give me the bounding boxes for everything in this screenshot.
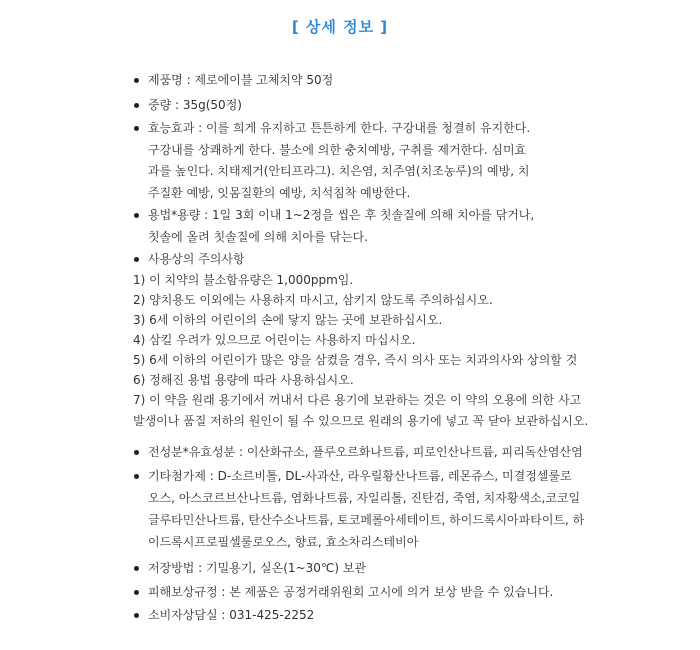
- detail-line: 소비자상담실 : 031-425-2252: [148, 608, 315, 622]
- detail-line: 과를 높인다. 치태제거(안티프라그). 치은염, 치주염(치조농루)의 예방, 치: [148, 164, 530, 178]
- detail-line: 용법*용량 : 1일 3회 이내 1~2정을 씹은 후 칫솔질에 의해 치아를 닦거나,: [148, 208, 535, 222]
- precaution-line: 6) 정해진 용법 용량에 따라 사용하십시오.: [133, 373, 354, 387]
- detail-line: 피해보상규정 : 본 제품은 공정거래위원회 고시에 의거 보상 받을 수 있습니다.: [148, 585, 554, 599]
- precaution-line: 1) 이 치약의 불소함유량은 1,000ppm임.: [133, 273, 354, 287]
- bullet-icon: [134, 103, 139, 108]
- precaution-line: 발생이나 품질 저하의 원인이 될 수 있으므로 원래의 용기에 넣고 꼭 닫아 보관하십시오.: [133, 414, 589, 428]
- detail-line: 중량 : 35g(50정): [148, 98, 242, 112]
- bullet-icon: [134, 474, 139, 479]
- detail-line: 저장방법 : 기밀용기, 실온(1~30℃) 보관: [148, 561, 367, 575]
- bullet-icon: [134, 613, 139, 618]
- bullet-icon: [134, 590, 139, 595]
- precaution-line: 4) 삼킬 우려가 있으므로 어린이는 사용하지 마십시오.: [133, 333, 416, 347]
- precaution-line: 5) 6세 이하의 어린이가 많은 양을 삼켰을 경우, 즉시 의사 또는 치과의사와 상의할 것: [133, 353, 578, 367]
- precaution-line: 2) 양치용도 이외에는 사용하지 마시고, 삼키지 않도록 주의하십시오.: [133, 293, 493, 307]
- detail-line: 칫솔에 올려 칫솔질에 의해 치아를 닦는다.: [148, 230, 368, 244]
- bullet-icon: [134, 450, 139, 455]
- detail-line: 이드록시프로필셀룰로오스, 향료, 효소차리스테비아: [148, 535, 419, 549]
- bullet-icon: [134, 213, 139, 218]
- detail-line: 효능효과 : 이를 희게 유지하고 튼튼하게 한다. 구강내를 청결히 유지한다.: [148, 121, 531, 135]
- detail-line: 제품명 : 제로에이블 고체치약 50정: [148, 73, 334, 87]
- bullet-icon: [134, 126, 139, 131]
- detail-line: 기타첨가제 : D-소르비톨, DL-사과산, 라우릴황산나트륨, 레몬쥬스, 미결정셀룰로: [148, 469, 572, 483]
- precaution-line: 3) 6세 이하의 어린이의 손에 닿지 않는 곳에 보관하십시오.: [133, 313, 443, 327]
- bullet-icon: [134, 257, 139, 262]
- detail-line: 주질환 예방, 잇몸질환의 예방, 치석침착 예방한다.: [148, 186, 411, 200]
- bullet-icon: [134, 566, 139, 571]
- detail-line: 구강내를 상쾌하게 한다. 불소에 의한 충치예방, 구취를 제거한다. 심미효: [148, 143, 527, 157]
- bullet-icon: [134, 78, 139, 83]
- detail-line: 글루타민산나트륨, 탄산수소나트륨, 토코페롤아세테이트, 하이드록시아파타이트, 하: [148, 513, 585, 527]
- precaution-line: 7) 이 약을 원래 용기에서 꺼내서 다른 용기에 보관하는 것은 이 약의 오용에 의한 사고: [133, 393, 582, 407]
- detail-line: 오스, 아스코르브산나트륨, 염화나트륨, 자일리톨, 진탄검, 죽염, 치자황색소,코코일: [148, 491, 581, 505]
- detail-line: 사용상의 주의사항: [148, 252, 245, 266]
- detail-line: 전성분*유효성분 : 이산화규소, 플루오르화나트륨, 피로인산나트륨, 피리독산염산염: [148, 445, 583, 459]
- page-title: [ 상세 정보 ]: [291, 18, 389, 36]
